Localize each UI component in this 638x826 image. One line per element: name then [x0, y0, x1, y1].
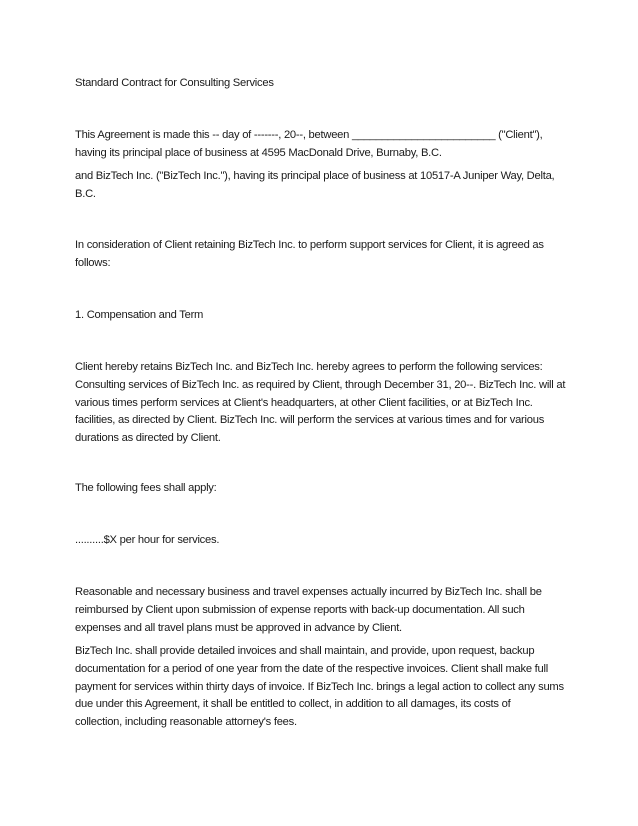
paragraph-line: The following fees shall apply:	[75, 482, 217, 494]
paragraph-line: This Agreement is made this -- day of -------, 20--, between ________________________ ("Client"),	[75, 129, 543, 141]
paragraph-line: having its principal place of business at 4595 MacDonald Drive, Burnaby, B.C.	[75, 146, 442, 159]
biztech-party-paragraph	[75, 168, 565, 204]
title-line: Standard Contract for Consulting Services	[75, 77, 274, 89]
paragraph-line: due under this Agreement, it shall be entitled to collect, in addition to all damages, its costs of	[75, 698, 511, 711]
paragraph-line: ..........$X per hour for services.	[75, 534, 220, 546]
paragraph-line: B.C.	[75, 187, 96, 200]
section-heading	[75, 307, 565, 325]
paragraph-line: various times perform services at Client's headquarters, at other Client facilities, or at BizTech Inc.	[75, 396, 533, 409]
paragraph-line: follows:	[75, 256, 111, 269]
fee-item	[75, 532, 565, 550]
heading-line: 1. Compensation and Term	[75, 309, 204, 321]
paragraph-line: Consulting services of BizTech Inc. as required by Client, through December 31, 20--. BizTech Inc. will at	[75, 378, 566, 391]
expenses-paragraph	[75, 584, 565, 637]
paragraph-line: reimbursed by Client upon submission of expense reports with back-up documentation. All such	[75, 603, 525, 616]
invoices-paragraph	[75, 643, 565, 732]
paragraph-line: Reasonable and necessary business and travel expenses actually incurred by BizTech Inc. shall be	[75, 586, 542, 598]
paragraph-line: payment for services within thirty days of invoice. If BizTech Inc. brings a legal action to collect any sums	[75, 680, 564, 693]
paragraph-line: facilities, as directed by Client. BizTech Inc. will perform the services at various times and for various	[75, 414, 545, 427]
paragraph-line: In consideration of Client retaining BizTech Inc. to perform support services for Client, it is agreed as	[75, 239, 544, 251]
paragraph-line: documentation for a period of one year from the date of the respective invoices. Client shall make full	[75, 662, 548, 675]
agreement-intro-paragraph	[75, 127, 565, 163]
paragraph-line: BizTech Inc. shall provide detailed invoices and shall maintain, and provide, upon request, backup	[75, 645, 535, 657]
paragraph-line: durations as directed by Client.	[75, 432, 221, 445]
paragraph-line: Client hereby retains BizTech Inc. and BizTech Inc. hereby agrees to perform the following services:	[75, 361, 543, 373]
services-paragraph	[75, 359, 565, 448]
consideration-paragraph	[75, 237, 565, 273]
paragraph-line: collection, including reasonable attorney's fees.	[75, 716, 297, 729]
fees-intro	[75, 480, 565, 498]
document-title	[75, 75, 565, 93]
paragraph-line: and BizTech Inc. ("BizTech Inc."), having its principal place of business at 10517-A Juniper Way, Delta,	[75, 170, 555, 182]
paragraph-line: expenses and all travel plans must be approved in advance by Client.	[75, 621, 402, 634]
